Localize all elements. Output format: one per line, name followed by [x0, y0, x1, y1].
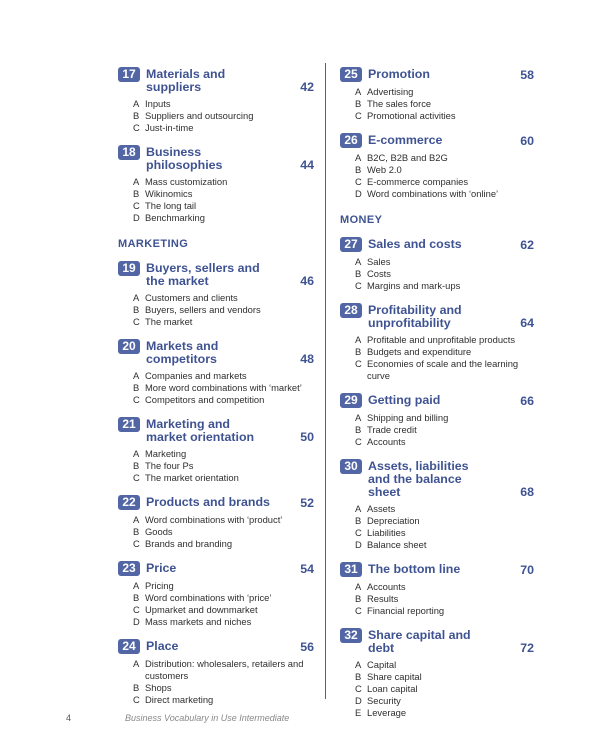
unit-page-number: 52 [300, 496, 314, 510]
subtopic-text: Security [367, 695, 401, 706]
subtopic-text: Direct marketing [145, 694, 214, 705]
subtopic-text: Mass markets and niches [145, 616, 252, 627]
unit-header [118, 494, 314, 510]
unit-number-badge: 28 [340, 303, 362, 318]
unit-header [340, 132, 534, 148]
subtopic-item [118, 538, 314, 550]
subtopic-letter: B [355, 593, 362, 604]
units-group-left-bottom [118, 260, 314, 706]
subtopic-item [340, 98, 534, 110]
subtopic-letter: C [133, 694, 140, 705]
subtopic-item [118, 580, 314, 592]
subtopic-text: Budgets and expenditure [367, 346, 472, 357]
unit-header [340, 627, 534, 655]
unit-subtopics [118, 448, 314, 484]
subtopic-item [340, 334, 534, 346]
subtopic-text: E-commerce companies [367, 176, 469, 187]
unit-page-number: 56 [300, 640, 314, 654]
subtopic-text: Upmarket and downmarket [145, 604, 258, 615]
subtopic-item [118, 526, 314, 538]
unit-page-number: 54 [300, 562, 314, 576]
subtopic-item [118, 304, 314, 316]
unit-header [118, 260, 314, 288]
subtopic-text: Loan capital [367, 683, 418, 694]
unit-title[interactable]: Marketing and market orientation [146, 417, 255, 444]
subtopic-item [340, 683, 534, 695]
unit-header [340, 66, 534, 82]
subtopic-letter: A [355, 334, 362, 345]
subtopic-item [340, 280, 534, 292]
unit-entry[interactable] [340, 132, 534, 200]
subtopic-item [340, 268, 534, 280]
unit-title[interactable]: Getting paid [368, 393, 441, 407]
unit-entry[interactable] [340, 66, 534, 122]
subtopic-letter: B [355, 268, 362, 279]
unit-header [340, 561, 534, 577]
unit-entry[interactable] [118, 338, 314, 406]
subtopic-letter: C [355, 527, 362, 538]
subtopic-text: Financial reporting [367, 605, 445, 616]
subtopic-item [118, 176, 314, 188]
subtopic-item [118, 394, 314, 406]
unit-number-badge: 29 [340, 393, 362, 408]
unit-number-badge: 22 [118, 495, 140, 510]
unit-header [118, 144, 314, 172]
subtopic-item [118, 514, 314, 526]
subtopic-item [340, 436, 534, 448]
subtopic-letter: C [355, 110, 362, 121]
subtopic-item [118, 472, 314, 484]
units-group-right-top [340, 66, 534, 200]
unit-entry[interactable] [118, 494, 314, 550]
subtopic-letter: B [355, 164, 362, 175]
subtopic-text: Word combinations with ‘product’ [145, 514, 283, 525]
unit-number-badge: 25 [340, 67, 362, 82]
subtopic-letter: C [133, 122, 140, 133]
subtopic-letter: D [355, 695, 362, 706]
unit-entry[interactable] [118, 66, 314, 134]
subtopic-item [118, 292, 314, 304]
subtopic-text: Liabilities [367, 527, 406, 538]
unit-header [118, 416, 314, 444]
subtopic-letter: D [133, 616, 140, 627]
subtopic-letter: C [355, 358, 362, 369]
subtopic-letter: E [355, 707, 362, 718]
unit-number-badge: 23 [118, 561, 140, 576]
unit-header [340, 458, 534, 499]
subtopic-text: B2C, B2B and B2G [367, 152, 448, 163]
subtopic-text: Accounts [367, 436, 406, 447]
subtopic-text: Word combinations with ‘price’ [145, 592, 272, 603]
subtopic-text: Capital [367, 659, 397, 670]
unit-number-badge: 19 [118, 261, 140, 276]
unit-subtopics [340, 86, 534, 122]
subtopic-item [340, 659, 534, 671]
subtopic-letter: B [133, 304, 140, 315]
subtopic-item [340, 346, 534, 358]
unit-page-number: 66 [520, 394, 534, 408]
subtopic-item [118, 616, 314, 628]
subtopic-text: Leverage [367, 707, 407, 718]
subtopic-text: Shipping and billing [367, 412, 449, 423]
unit-number-badge: 21 [118, 417, 140, 432]
subtopic-letter: C [133, 472, 140, 483]
subtopic-item [340, 176, 534, 188]
subtopic-item [118, 122, 314, 134]
subtopic-letter: A [133, 580, 140, 591]
subtopic-letter: D [355, 539, 362, 550]
subtopic-item [118, 682, 314, 694]
unit-number-badge: 20 [118, 339, 140, 354]
unit-title[interactable]: Sales and costs [368, 237, 462, 251]
subtopic-letter: A [133, 98, 140, 109]
unit-subtopics [340, 334, 534, 382]
unit-title[interactable]: Business philosophies [146, 145, 223, 172]
unit-title[interactable]: Share capital and debt [368, 628, 471, 655]
unit-page-number: 70 [520, 563, 534, 577]
unit-header [118, 638, 314, 654]
section-heading-marketing: MARKETING [118, 238, 189, 250]
subtopic-item [118, 694, 314, 706]
subtopic-text: Trade credit [367, 424, 417, 435]
subtopic-text: Buyers, sellers and vendors [145, 304, 261, 315]
subtopic-text: Advertising [367, 86, 414, 97]
subtopic-item [340, 539, 534, 551]
subtopic-letter: A [133, 370, 140, 381]
subtopic-item [118, 604, 314, 616]
contents-column-left [118, 66, 314, 716]
unit-subtopics [340, 503, 534, 551]
subtopic-letter: A [133, 514, 140, 525]
subtopic-letter: C [133, 200, 140, 211]
subtopic-letter: B [355, 98, 362, 109]
unit-title[interactable]: Profitability and unprofitability [368, 303, 462, 330]
units-group-right-bottom [340, 236, 534, 719]
unit-entry[interactable] [118, 638, 314, 706]
subtopic-letter: D [133, 212, 140, 223]
subtopic-text: Pricing [145, 580, 174, 591]
unit-page-number: 44 [300, 158, 314, 172]
subtopic-item [118, 212, 314, 224]
unit-number-badge: 18 [118, 145, 140, 160]
subtopic-letter: C [355, 436, 362, 447]
subtopic-letter: A [355, 86, 362, 97]
unit-header [340, 236, 534, 252]
unit-page-number: 60 [520, 134, 534, 148]
subtopic-letter: C [355, 683, 362, 694]
subtopic-text: The long tail [145, 200, 197, 211]
unit-header [340, 302, 534, 330]
subtopic-letter: A [355, 659, 362, 670]
subtopic-letter: A [355, 256, 362, 267]
unit-page-number: 48 [300, 352, 314, 366]
unit-number-badge: 27 [340, 237, 362, 252]
subtopic-letter: A [133, 448, 140, 459]
unit-subtopics [340, 659, 534, 719]
unit-entry[interactable] [340, 302, 534, 382]
subtopic-text: The four Ps [145, 460, 194, 471]
subtopic-letter: C [355, 605, 362, 616]
unit-page-number: 72 [520, 641, 534, 655]
unit-subtopics [340, 581, 534, 617]
subtopic-text: Suppliers and outsourcing [145, 110, 254, 121]
subtopic-text: Word combinations with ‘online’ [367, 188, 499, 199]
unit-entry[interactable] [340, 627, 534, 719]
subtopic-item [118, 110, 314, 122]
footer-book-title: Business Vocabulary in Use Intermediate [125, 713, 290, 723]
units-group-left-top [118, 66, 314, 224]
unit-entry[interactable] [118, 560, 314, 628]
unit-entry[interactable] [118, 260, 314, 328]
subtopic-letter: C [133, 316, 140, 327]
subtopic-text: Accounts [367, 581, 406, 592]
unit-entry[interactable] [118, 144, 314, 224]
unit-header [340, 392, 534, 408]
subtopic-item [340, 86, 534, 98]
subtopic-text: More word combinations with ‘market’ [145, 382, 302, 393]
unit-number-badge: 31 [340, 562, 362, 577]
unit-entry[interactable] [118, 416, 314, 484]
subtopic-letter: B [355, 671, 362, 682]
unit-header [118, 560, 314, 576]
subtopic-text: Companies and markets [145, 370, 247, 381]
unit-title[interactable]: Products and brands [146, 495, 270, 509]
unit-subtopics [118, 580, 314, 628]
subtopic-item [340, 707, 534, 719]
unit-subtopics [118, 370, 314, 406]
unit-title[interactable]: Promotion [368, 67, 430, 81]
unit-title[interactable]: Price [146, 561, 177, 575]
subtopic-item [118, 592, 314, 604]
unit-entry[interactable] [340, 236, 534, 292]
subtopic-letter: A [355, 152, 362, 163]
subtopic-item [340, 164, 534, 176]
subtopic-item [340, 358, 534, 382]
subtopic-letter: D [355, 188, 362, 199]
subtopic-text: The sales force [367, 98, 432, 109]
contents-column-right [340, 66, 534, 729]
subtopic-letter: A [355, 412, 362, 423]
footer-page-number: 4 [66, 713, 72, 723]
subtopic-item [118, 188, 314, 200]
subtopic-text: Costs [367, 268, 391, 279]
subtopic-item [340, 424, 534, 436]
unit-subtopics [118, 176, 314, 224]
subtopic-text: Profitable and unprofitable products [367, 334, 516, 345]
subtopic-item [340, 671, 534, 683]
subtopic-letter: B [133, 460, 140, 471]
unit-number-badge: 26 [340, 133, 362, 148]
subtopic-letter: B [133, 682, 140, 693]
unit-number-badge: 30 [340, 459, 362, 474]
unit-subtopics [118, 514, 314, 550]
subtopic-letter: B [355, 346, 362, 357]
unit-entry[interactable] [340, 561, 534, 617]
subtopic-text: Web 2.0 [367, 164, 402, 175]
subtopic-text: Margins and mark-ups [367, 280, 461, 291]
subtopic-item [340, 593, 534, 605]
unit-header [118, 66, 314, 94]
subtopic-item [340, 605, 534, 617]
unit-page-number: 42 [300, 80, 314, 94]
subtopic-text: Share capital [367, 671, 422, 682]
subtopic-letter: C [355, 176, 362, 187]
subtopic-letter: B [133, 110, 140, 121]
subtopic-letter: A [355, 503, 362, 514]
unit-page-number: 58 [520, 68, 534, 82]
subtopic-text: Competitors and competition [145, 394, 265, 405]
subtopic-letter: B [133, 592, 140, 603]
unit-subtopics [118, 98, 314, 134]
subtopic-item [118, 98, 314, 110]
unit-title[interactable]: The bottom line [368, 562, 461, 576]
subtopic-item [340, 110, 534, 122]
subtopic-text: Mass customization [145, 176, 228, 187]
subtopic-item [118, 382, 314, 394]
subtopic-letter: B [133, 526, 140, 537]
unit-title[interactable]: Buyers, sellers and the market [146, 261, 260, 288]
unit-subtopics [340, 412, 534, 448]
unit-subtopics [340, 256, 534, 292]
subtopic-item [340, 527, 534, 539]
unit-number-badge: 32 [340, 628, 362, 643]
column-divider [325, 63, 326, 699]
unit-title[interactable]: Place [146, 639, 179, 653]
subtopic-item [118, 200, 314, 212]
unit-page-number: 50 [300, 430, 314, 444]
subtopic-letter: A [133, 292, 140, 303]
subtopic-text: Marketing [145, 448, 187, 459]
subtopic-text: Results [367, 593, 399, 604]
subtopic-letter: B [133, 188, 140, 199]
subtopic-item [118, 460, 314, 472]
subtopic-item [340, 256, 534, 268]
subtopic-text: The market orientation [145, 472, 239, 483]
subtopic-text: Shops [145, 682, 172, 693]
unit-title[interactable]: Assets, liabilities and the balance sheet [368, 459, 469, 499]
subtopic-text: Sales [367, 256, 391, 267]
subtopic-letter: B [355, 515, 362, 526]
subtopic-item [340, 152, 534, 164]
subtopic-text: Wikinomics [145, 188, 193, 199]
section-heading-money: MONEY [340, 214, 383, 226]
subtopic-item [340, 695, 534, 707]
unit-number-badge: 17 [118, 67, 140, 82]
subtopic-item [118, 370, 314, 382]
subtopic-letter: B [133, 382, 140, 393]
subtopic-text: Benchmarking [145, 212, 205, 223]
subtopic-letter: B [355, 424, 362, 435]
subtopic-item [340, 581, 534, 593]
subtopic-text: Balance sheet [367, 539, 427, 550]
subtopic-text: Promotional activities [367, 110, 456, 121]
unit-subtopics [118, 292, 314, 328]
subtopic-item [340, 412, 534, 424]
subtopic-item [118, 316, 314, 328]
unit-subtopics [340, 152, 534, 200]
subtopic-text: The market [145, 316, 193, 327]
subtopic-text: Economies of scale and the learning curve [367, 358, 519, 381]
subtopic-letter: C [133, 538, 140, 549]
unit-title[interactable]: E-commerce [368, 133, 443, 147]
subtopic-text: Distribution: wholesalers, retailers and customers [145, 658, 304, 681]
unit-page-number: 64 [520, 316, 534, 330]
unit-subtopics [118, 658, 314, 706]
subtopic-text: Inputs [145, 98, 171, 109]
unit-entry[interactable] [340, 392, 534, 448]
unit-header [118, 338, 314, 366]
subtopic-letter: A [133, 658, 140, 669]
subtopic-letter: A [355, 581, 362, 592]
subtopic-item [340, 188, 534, 200]
subtopic-letter: A [133, 176, 140, 187]
unit-number-badge: 24 [118, 639, 140, 654]
unit-title[interactable]: Materials and suppliers [146, 67, 226, 94]
subtopic-item [118, 658, 314, 682]
subtopic-letter: C [133, 604, 140, 615]
subtopic-text: Just-in-time [145, 122, 194, 133]
unit-page-number: 68 [520, 485, 534, 499]
subtopic-text: Customers and clients [145, 292, 238, 303]
subtopic-text: Brands and branding [145, 538, 233, 549]
unit-title[interactable]: Markets and competitors [146, 339, 219, 366]
subtopic-text: Depreciation [367, 515, 420, 526]
subtopic-item [340, 503, 534, 515]
subtopic-item [340, 515, 534, 527]
unit-page-number: 46 [300, 274, 314, 288]
subtopic-text: Goods [145, 526, 173, 537]
unit-page-number: 62 [520, 238, 534, 252]
subtopic-letter: C [133, 394, 140, 405]
subtopic-text: Assets [367, 503, 396, 514]
subtopic-letter: C [355, 280, 362, 291]
unit-entry[interactable] [340, 458, 534, 551]
subtopic-item [118, 448, 314, 460]
